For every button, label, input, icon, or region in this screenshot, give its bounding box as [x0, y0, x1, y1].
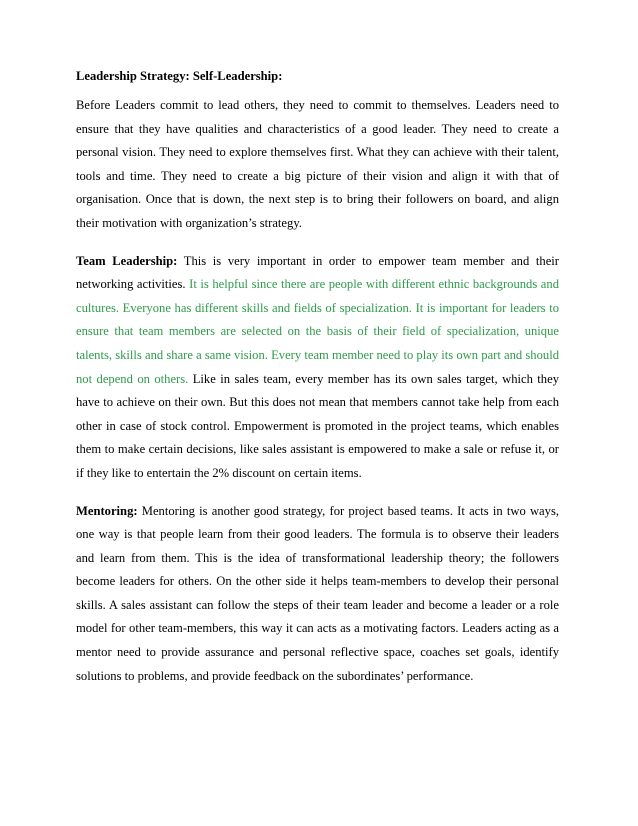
team-leadership-text-after: Like in sales team, every member has its own sales target, which they have to achieve on their own. But this does not mean that members cannot take help from each other in case of stock control. Empowerment is promoted in the project teams, which enables them to make certain decisions, like sales assistant is empowered to make a sale or refuse it, or if they like to entertain the 2% discount on certain items.	[76, 371, 559, 480]
team-leadership-heading: Team Leadership:	[76, 253, 178, 268]
document-page	[76, 66, 559, 702]
team-leadership-text-before: This is very important in order to empower team member and their networking activities.	[76, 253, 559, 292]
paragraph-mentoring	[76, 500, 559, 689]
paragraph-self-leadership: Before Leaders commit to lead others, they need to commit to themselves. Leaders need to ensure that they have qualities and characteristics of a good leader. They need to create a personal vision. They need to explore themselves first. What they can achieve with their talent, tools and time. They need to create a big picture of their vision and align it with that of organisation. Once that is down, the next step is to bring their followers on board, and align their motivation with organization’s strategy.	[76, 98, 559, 230]
paragraph-team-leadership	[76, 250, 559, 486]
mentoring-text: Mentoring is another good strategy, for project based teams. It acts in two ways, one way is that people learn from their good leaders. The formula is to observe their leaders and learn from them. This is the idea of transformational leadership theory; the followers become leaders for others. On the other side it helps team-members to develop their personal skills. A sales assistant can follow the steps of their team leader and become a leader or a role model for other team-members, this way it can acts as a motivating factors. Leaders acting as a mentor need to provide assurance and personal reflective space, coaches set goals, identify solutions to problems, and provide feedback on the subordinates’ performance.	[76, 503, 559, 683]
team-leadership-highlight: It is helpful since there are people with different ethnic backgrounds and cultures. Everyone has different skills and fields of specialization. It is important for leaders to ensure that team members are selected on the basis of their field of specialization, unique talents, skills and share a same vision. Every team member need to play its own part and should not depend on others.	[76, 277, 559, 386]
mentoring-heading: Mentoring:	[76, 503, 138, 518]
section-heading: Leadership Strategy: Self-Leadership:	[76, 69, 283, 83]
